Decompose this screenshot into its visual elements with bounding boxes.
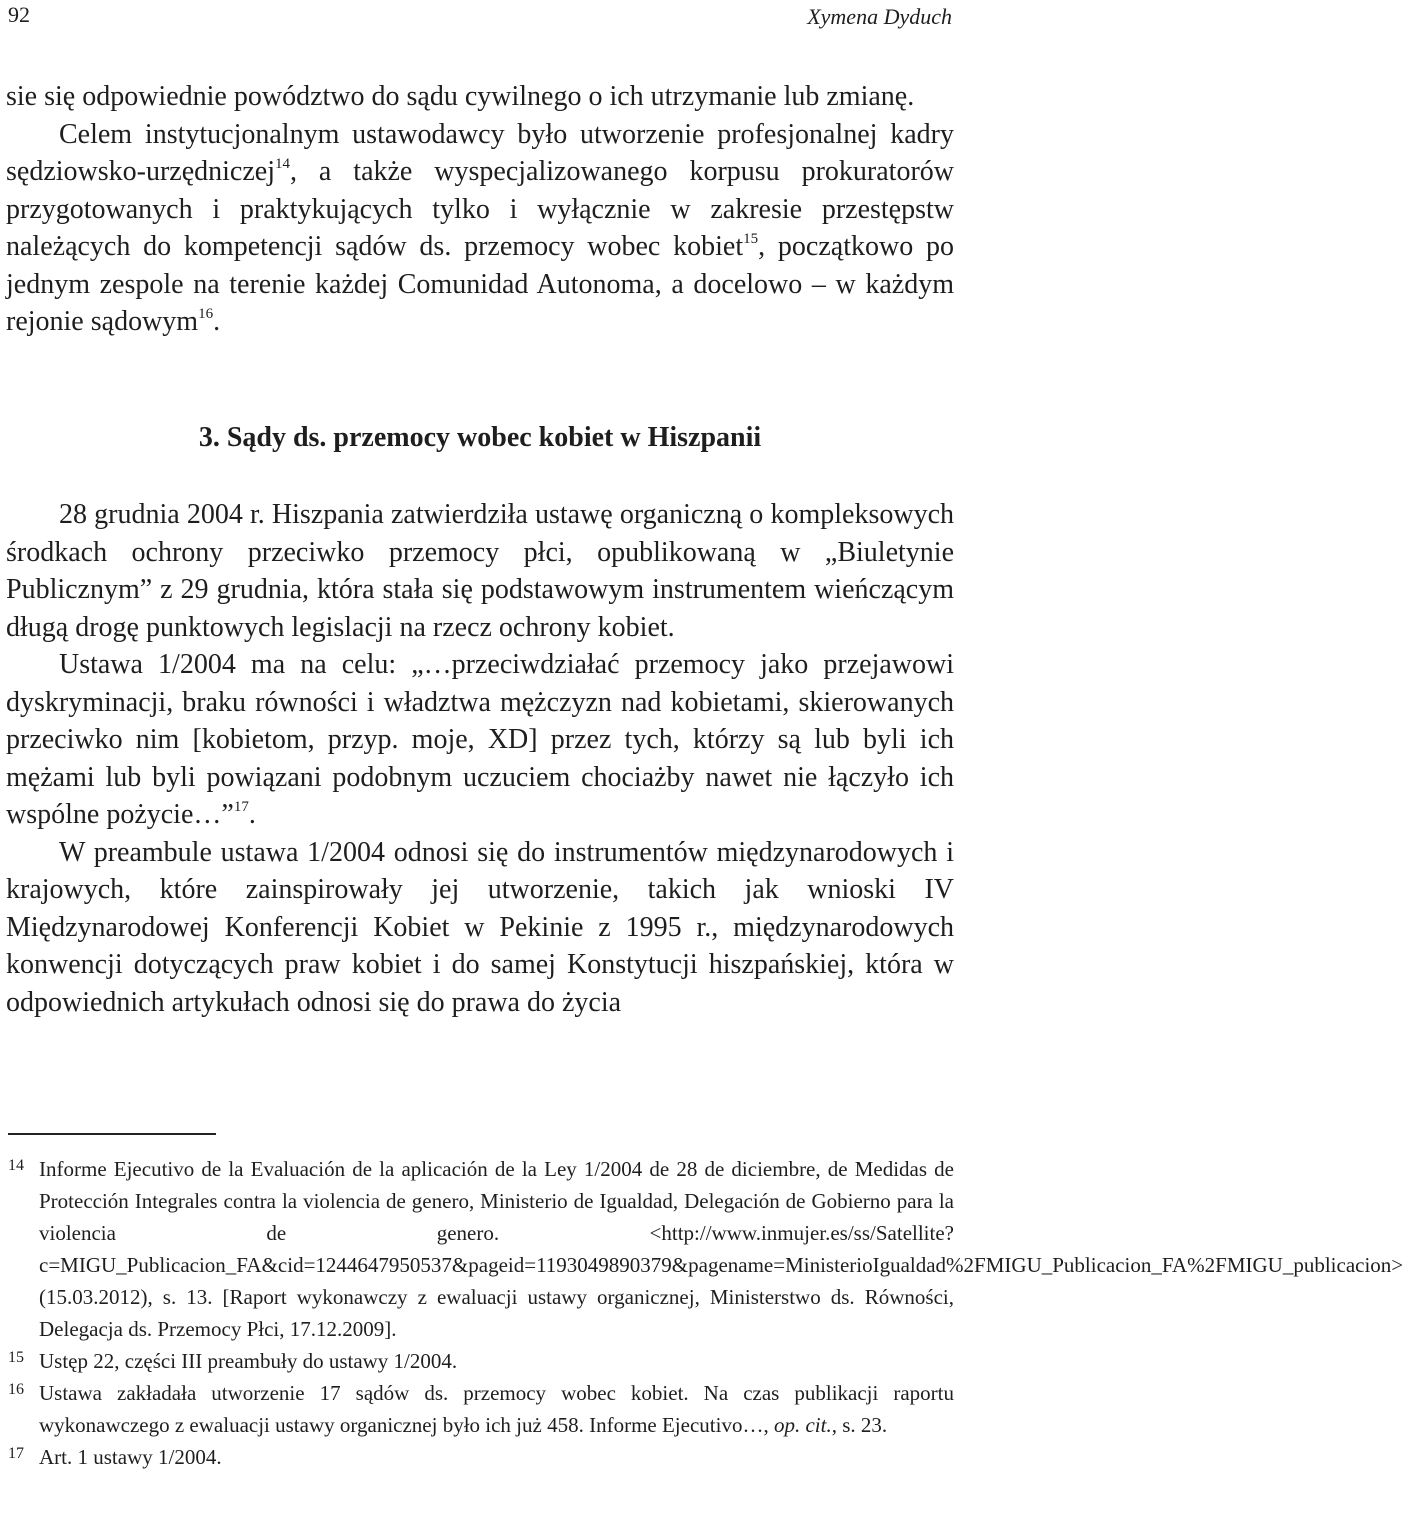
body-text xyxy=(6,78,954,1021)
footnote-text-b: , s. 23. xyxy=(831,1413,888,1437)
paragraph-2-text-d: . xyxy=(213,306,221,337)
footnote-ref-15[interactable]: 15 xyxy=(743,231,759,247)
running-author: Xymena Dyduch xyxy=(807,4,952,29)
footnote-number: 15 xyxy=(8,1349,24,1366)
paragraph-4-text-a: Ustawa 1/2004 ma na celu: „…przeciwdziałać przemocy jako przejawowi dyskryminacji, braku równości i władztwa mężczyzn nad kobietami, skierowanych przeciwko nim [kobietom, przyp. moje, XD] przez tych, którzy są lub byli ich mężami lub byli powiązani podobnym uczuciem chociażby nawet nie łączyło ich wspólne pożycie…” xyxy=(6,649,954,830)
paragraph-2-text-b: , a także wyspecjalizowanego korpusu prokuratorów przygotowanych i praktykujących tylko i wyłącznie w zakresie przestępstw należących do kompetencji sądów ds. przemocy wobec kobiet xyxy=(6,156,954,262)
paragraph-2-text-a: Celem instytucjonalnym ustawodawcy było utworzenie profesjonalnej kadry sędziowsko-urzędniczej xyxy=(6,118,954,187)
page-number: 92 xyxy=(8,2,30,27)
footnote-text-italic: op. cit. xyxy=(773,1413,832,1437)
footnote-14 xyxy=(8,1153,1403,1345)
footnote-15 xyxy=(8,1345,954,1377)
running-header xyxy=(8,0,952,32)
footnote-ref-14[interactable]: 14 xyxy=(275,156,290,172)
paragraph-1: sie się odpowiednie powództwo do sądu cywilnego o ich utrzymanie lub zmianę. xyxy=(6,81,915,112)
paragraph-5: W preambule ustawa 1/2004 odnosi się do instrumentów międzynarodowych i krajowych, które zainspirowały jej utworzenie, takich jak wnioski IV Międzynarodowej Konferencji Kobiet w Pekinie z 1995 r., międzynarodowych konwencji dotyczących praw kobiet i do samej Konstytucji hiszpańskiej, która w odpowiednich artykułach odnosi się do prawa do życia xyxy=(6,836,954,1018)
footnote-number: 16 xyxy=(8,1381,24,1398)
paragraph-2-text-c: , początkowo po jednym zespole na terenie każdej Comunidad Autonoma, a docelowo – w każdym rejonie sądowym xyxy=(6,231,954,337)
footnote-text xyxy=(39,1377,954,1441)
paragraph-3: 28 grudnia 2004 r. Hiszpania zatwierdziła ustawę organiczną o kompleksowych środkach ochrony przeciwko przemocy płci, opublikowaną w „Biuletynie Publicznym” z 29 grudnia, która stała się podstawowym instrumentem wieńczącym długą drogę punktowych legislacji na rzecz ochrony kobiet. xyxy=(6,499,954,643)
footnote-number: 17 xyxy=(8,1445,24,1462)
footnotes xyxy=(8,1153,1403,1473)
paragraph-4 xyxy=(6,646,954,834)
footnote-number: 14 xyxy=(8,1157,24,1174)
paragraph-2 xyxy=(6,116,954,341)
paragraph-4-text-b: . xyxy=(248,799,256,830)
footnote-16 xyxy=(8,1377,954,1441)
footnote-17 xyxy=(8,1441,954,1473)
section-heading: 3. Sądy ds. przemocy wobec kobiet w Hiszpanii xyxy=(198,421,762,453)
footnote-separator xyxy=(8,1133,216,1135)
footnote-text-a: Ustawa zakładała utworzenie 17 sądów ds. przemocy wobec kobiet. Na czas publikacji raportu wykonawczego z ewaluacji ustawy organicznej było ich już 458. Informe Ejecutivo…, xyxy=(39,1381,954,1437)
footnote-text: Art. 1 ustawy 1/2004. xyxy=(39,1445,222,1469)
footnote-ref-16[interactable]: 16 xyxy=(198,306,214,322)
footnote-ref-17[interactable]: 17 xyxy=(233,799,249,815)
footnote-text: Informe Ejecutivo de la Evaluación de la aplicación de la Ley 1/2004 de 28 de diciembre, de Medidas de Protección Integrales contra la violencia de genero, Ministerio de Igualdad, Delegación de Gobierno para la violencia de genero. <http://www.inmujer.es/ss/Satellite?c=MIGU_Publicacion_FA&cid=1244647950537&pageid=1193049890379&pagename=MinisterioIgualdad%2FMIGU_Publicacion_FA%2FMIGU_publicacion> (15.03.2012), s. 13. [Raport wykonawczy z ewaluacji ustawy organicznej, Ministerstwo ds. Równości, Delegacja ds. Przemocy Płci, 17.12.2009]. xyxy=(39,1157,1403,1341)
footnote-text: Ustęp 22, części III preambuły do ustawy 1/2004. xyxy=(39,1349,458,1373)
